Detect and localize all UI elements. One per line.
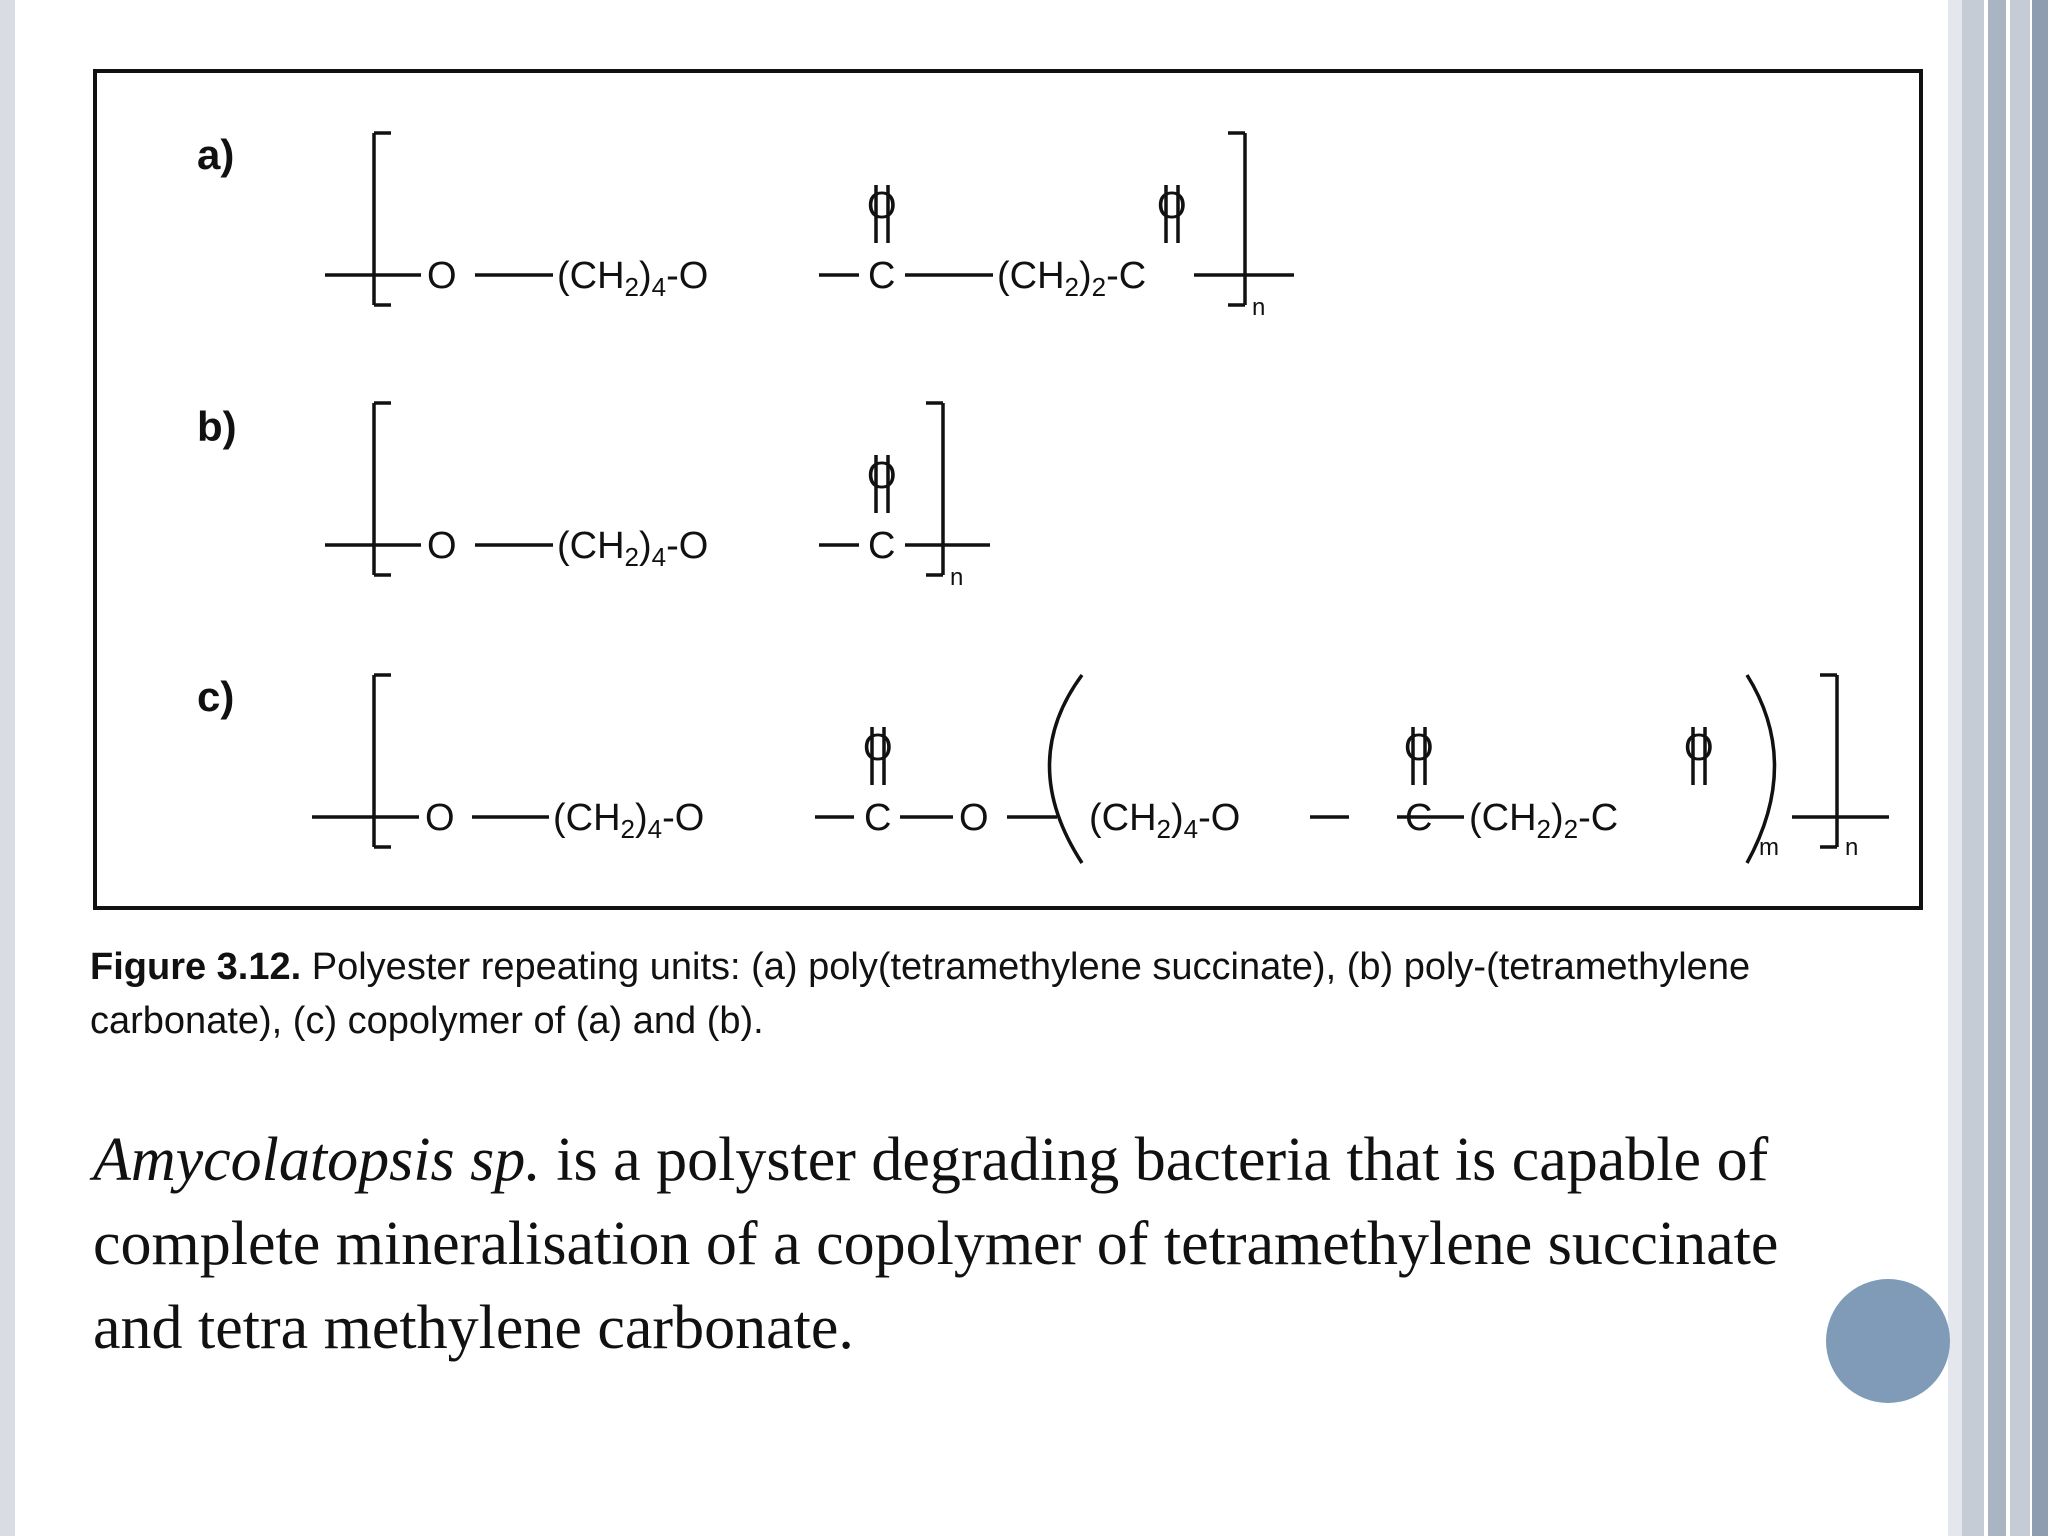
svg-text:O: O <box>427 525 457 567</box>
bracket-open-a <box>374 133 391 305</box>
body-text: is a polyster degrading bacteria that is capable of complete mineralisation of a copolymer of tetramethylene succinate and tetra methylene carbonate. <box>93 1126 1779 1362</box>
svg-text:n: n <box>1252 294 1266 321</box>
svg-text:O: O <box>425 797 455 839</box>
bracket-close-c <box>1820 675 1837 847</box>
row-label-b: b) <box>197 403 237 450</box>
svg-text:m: m <box>1759 834 1779 861</box>
svg-text:O: O <box>1157 185 1187 227</box>
svg-text:O: O <box>959 797 989 839</box>
svg-text:O: O <box>867 455 897 497</box>
svg-text:(CH2)4-O: $(CH_2)_4-O$ <box>553 797 705 844</box>
body-paragraph <box>93 1118 1853 1370</box>
paren-open-c <box>1050 675 1083 863</box>
svg-text:C: C <box>864 797 892 839</box>
decorative-circle <box>1826 1279 1950 1403</box>
svg-text:O: O <box>1684 727 1714 769</box>
chemical-structure-figure <box>93 69 1923 910</box>
bracket-open-b <box>374 403 391 575</box>
bracket-close-b <box>926 403 943 575</box>
svg-text:O: O <box>427 255 457 297</box>
svg-text:n: n <box>950 564 964 591</box>
right-decorative-border <box>1948 0 2048 1536</box>
bracket-close-a <box>1228 133 1245 305</box>
svg-text:C: C <box>1405 797 1433 839</box>
svg-text:(CH2)2-C: $(CH_2)_2-C$ <box>1469 797 1619 844</box>
svg-text:O: O <box>867 185 897 227</box>
svg-text:(CH2)4-O: $(CH_2)_4-O$ <box>557 255 709 302</box>
left-margin-rule <box>0 0 15 1536</box>
svg-text:C: C <box>868 525 896 567</box>
row-label-a: a) <box>197 131 235 178</box>
svg-text:O: O <box>863 727 893 769</box>
caption-text: Polyester repeating units: (a) poly(tetramethylene succinate), (b) poly-(tetramethylene carbonate), (c) copolymer of (a) and (b). <box>90 946 1751 1042</box>
svg-text:n: n <box>1845 834 1859 861</box>
figure-caption <box>90 940 1930 1048</box>
structure-drawings <box>97 73 1919 906</box>
svg-text:O: O <box>1404 727 1434 769</box>
svg-text:(CH2)4-O: $(CH_2)_4-O$ <box>1089 797 1241 844</box>
species-name: Amycolatopsis sp. <box>93 1126 541 1194</box>
svg-text:(CH2)2-C: $(CH_2)_2-C$ <box>997 255 1147 302</box>
caption-label: Figure 3.12. <box>90 946 302 988</box>
svg-text:C: C <box>868 255 896 297</box>
row-label-c: c) <box>197 673 235 720</box>
bracket-open-c <box>374 675 391 847</box>
svg-text:(CH2)4-O: $(CH_2)_4-O$ <box>557 525 709 572</box>
